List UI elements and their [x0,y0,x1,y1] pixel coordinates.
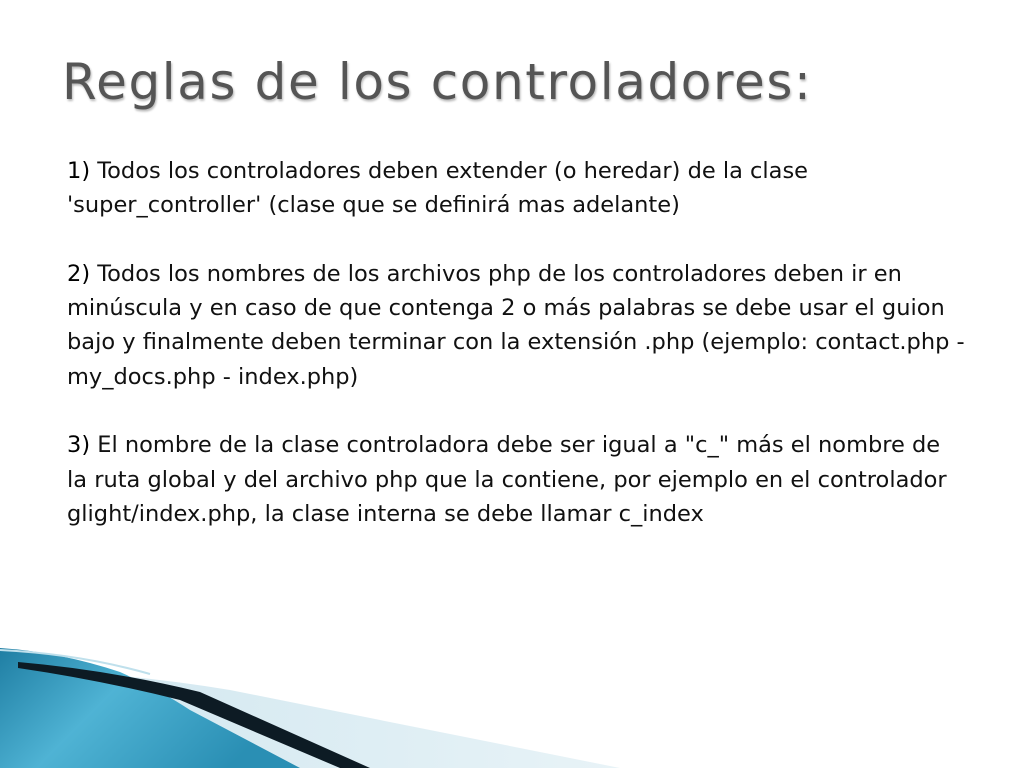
rule-item [67,428,967,531]
highlight-line-shape [0,650,150,674]
dark-stripe-shape [18,662,370,768]
rule-item [67,257,967,394]
rule-text: El nombre de la clase controladora debe ser igual a "c_" más el nombre de la ruta global y del archivo php que la contiene, por ejemplo en el controlador glight/index.php, la clase interna se debe llamar c_index [67,432,947,527]
blue-wedge-shape [0,648,300,768]
rule-number: 1) [67,158,91,184]
pale-band-shape [0,668,620,768]
rule-text: Todos los controladores deben extender (o heredar) de la clase 'super_controller' (clase que se definirá mas adelante) [67,158,809,219]
rule-item [67,154,967,223]
rule-number: 2) [67,260,91,287]
rule-text: Todos los nombres de los archivos php de los controladores deben ir en minúscula y en caso de que contenga 2 o más palabras se debe usar el guion bajo y finalmente deben terminar con la extensión .php (ejemplo: contact.php - my_docs.php - index.php) [67,260,965,390]
slide-title: Reglas de los controladores: [62,53,813,111]
rule-number: 3) [67,432,91,459]
rules-list [67,154,967,566]
